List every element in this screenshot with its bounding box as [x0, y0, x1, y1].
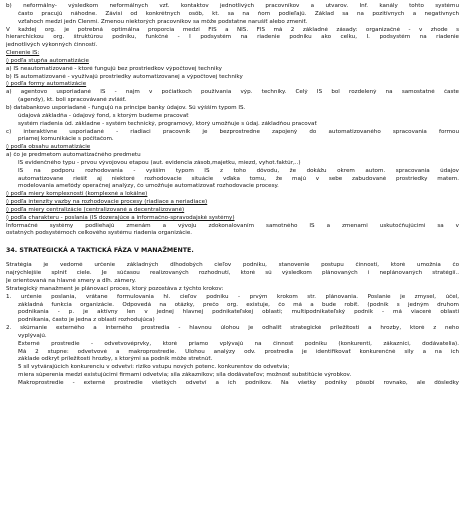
text-line: údajová základňa - údajový fond, s ktorým budeme pracovať [18, 112, 189, 119]
text-line: hierarchickou org. štruktúrou podniku, funkčné - I podsystém na riadenie podniku ako celku, I. podsystém na riadenie [6, 34, 459, 41]
text-line: často pracujú náhodne. Závisí od konkrétnych osôb, kt. sa na ňom podieľajú. Základ sa na pozitívnych a negatívnych [18, 10, 459, 17]
text-line: modelovania ameťódy operačnej analýzy, čo umožňuje automatizovať rozhodovacie procesy. [18, 183, 279, 190]
text-line: jednotlivých výkonných činností. [6, 42, 98, 49]
bullet-heading: ◊ podľa miery komplexnosti (komplexné a lokálne) [6, 191, 148, 198]
text-line: IS evidenčného typu - prvou vývojovou etapou (aut. evidencia zásob,majetku, miezd, vyhot.faktúr,..) [18, 159, 301, 166]
text-line: a) agentovo usporiadané IS - najm v počiatkoch používania výp. techniky. Celý IS bol rozdelený na samostatné časte [6, 89, 459, 96]
text-line: Stratégia je vedomé určenie základných dlhodobých cieľov podniku, stanovenie postupu činností, ktoré umožnia čo [6, 262, 459, 269]
text-line: priamej komunikácie s počítačom. [18, 136, 114, 143]
text-line: podnikania - p. je aktívny len v jednej hlavnej podnikateľskej oblasti; multipodnikateľský podnik - má viaceré oblasti [18, 309, 459, 316]
bullet-heading: ◊ podľa charakteru - poslania (IS dozerajúce a informačno-spravodajské systémy) [6, 214, 235, 221]
text-line: a) čo je predmetom automatizačného predmetu [6, 152, 141, 159]
text-line: c) interaktívne usporiadané - riadiaci pracovník je bezprostredne zapojený do automatizovaného spracovania formou [6, 128, 459, 135]
text-line: ostatných podsystémoch celkového systému riadenia organizácie. [6, 230, 193, 237]
text-line: 1. určenie poslania, vrátane formulovania hl. cieľov podniku - prvým krokom str. plánovania. Poslanie je zmysel, účel, [6, 293, 459, 300]
text-line: základe odkryť príležitosti hrozby, s ktorými sa podnik môže stretnúť. [18, 356, 213, 363]
text-line: IS na podporu rozhodovania - vyšším typom IS z toho dôvodu, že dokážu okrem autom. spracovania údajov [18, 167, 459, 174]
text-line: Strategický manažment je plánovací proces, ktorý pozostáva z týchto krokov: [6, 285, 224, 292]
text-line: Informačné systémy podliehajú zmenám a vývoju zdokonalovaním samotného IS a zmenami uskutočňujúcimi sa v [6, 222, 459, 229]
text-line: (agendy), kt. boli spracovávané zvlášť. [18, 97, 127, 104]
text-line: V každej org. je potrebná optimálna proporcia medzi FIS a NIS. FIS má 2 základné zásady: organizačné - v zhode s [6, 26, 459, 33]
section-label: Členenie IS: [6, 50, 40, 57]
bullet-heading: ◊ podľa intenzity vazby na rozhodovacie procesy (riadiace a neriadiace) [6, 199, 208, 206]
text-line: vzťahoch medzi jedn Clenmi. Zmenou niektorých pracovníkov sa môže podstatne narušiť alebo zmeniť. [18, 18, 308, 25]
text-line: Makroprostredie - externé prostredie všetkých odvetví a ich podnikov. Na všetky podniky pôsobí rovnako, ale dôsledky [18, 379, 459, 386]
text-line: Má 2 stupne: odvetvové a makroprostredie. Úlohou analýzy odv. prostredia je identifikovať konkurenčné sily a na ich [18, 348, 459, 355]
bullet-heading: ◊ podľa obsahu automatizácie [6, 144, 91, 151]
text-line: b) IS automatizované - využívajú prostriedky automatizovanej a výpočtovej techniky [6, 73, 243, 80]
text-line: vyplývajú. [18, 332, 47, 339]
text-line: najrýchlejšie splniť ciele. Je súčasou realizovaných rozhodnutí, ktoré sú výsledkom plánovaných i neplánovaných stratégií.. [6, 270, 459, 277]
text-line: b) neformálny- výsledkom neformálnych vzť. kontaktov jednotlivých pracovníkov a utvarov. Inf. kanály tohto systému [6, 3, 459, 9]
text-line: b) databankovo usporiadané - fungujú na princípe banky údajov. Sú výšším typom IS. [6, 104, 246, 111]
bullet-heading: ◊ podľa miery centralizácie (centralizované a decentralizované) [6, 206, 185, 213]
text-line: miera súperenia medzi existujúcimi firmami odvetvia; síla zákazníkov; síla dodávateľov; možnosť substitúcie výrobkov. [18, 372, 352, 379]
text-line: Externé prostredie - odvetvovéprvky, ktoré priamo vplývajú na činnosť podniku (konkurenti, zákazníci, dodávatelia). [18, 340, 459, 347]
text-line: automatizovane riešiť aj niektoré rozhodovacie situácie vďaka tomu, že majú v sebe zabudované prostriedky matem. [18, 175, 459, 182]
text-line: podnikania, často je jedna z oblastí rozhodujúca) [18, 317, 155, 324]
text-line: základná funkcia organizácie. Odpovedá na otázky, prečo org. existuje, čo má a bude robiť. (podnik s jedným druhom [18, 301, 459, 308]
text-line: 2. skúmanie externého a interného prostredia - hlavnou úlohou je odhaliť strategické príležitosti a hrozby, ktoré z neho [6, 325, 459, 332]
text-line: Je orientovaná na hlavné smery a dlh. zámery. [6, 278, 137, 284]
bullet-heading: ◊ podľa stupňa automatizácie [6, 57, 89, 64]
text-line: systém riadenia úd. základne - systém technický, programový, ktorý umožňuje s údaj. základňou pracovať [18, 120, 317, 127]
bullet-heading: ◊ podľa formy automatizácie [6, 81, 87, 88]
section-heading: 34. STRATEGICKÁ A TAKTICKÁ FÁZA V MANAŽMENTE. [6, 247, 194, 255]
text-line: 5 síl vytvárajúcich konkurenciu v odvetví: riziko vstupu nových potenc. konkurentov do odvetvia; [18, 364, 290, 371]
text-line: a) IS neautomatizované - ktoré fungujú bez prostriedkov výpočtovej techniky [6, 65, 222, 72]
